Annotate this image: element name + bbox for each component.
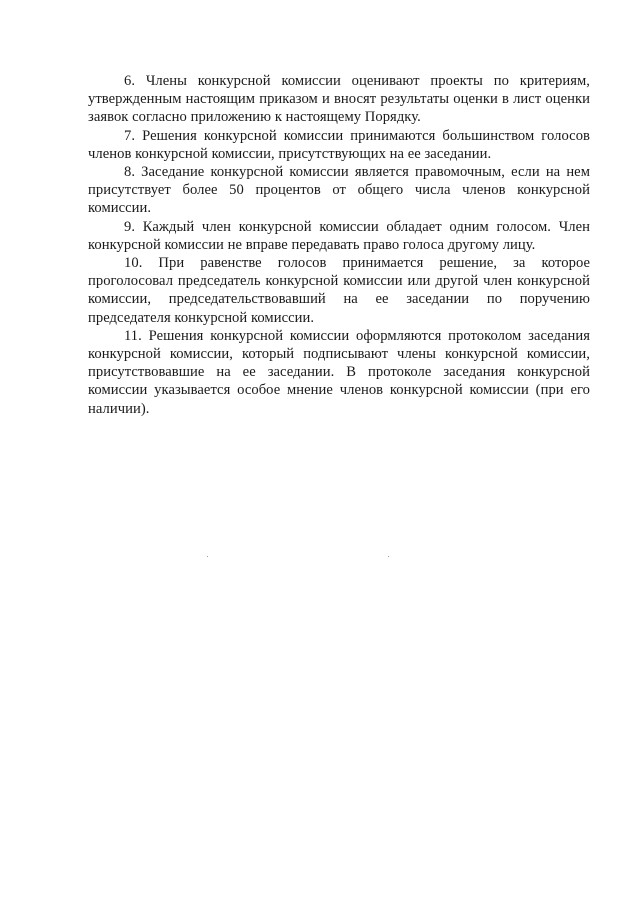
document-body [88, 72, 590, 418]
paragraph-6: 6. Члены конкурсной комиссии оценивают проекты по критериям, утвержденным настоящим приказом и вносят результаты оценки в лист оценки заявок согласно приложению к настоящему Порядку. [88, 73, 590, 126]
paragraph-9: 9. Каждый член конкурсной комиссии обладает одним голосом. Член конкурсной комиссии не вправе передавать право голоса другому лицу. [88, 218, 590, 253]
paragraph-8: 8. Заседание конкурсной комиссии является правомочным, если на нем присутствует более 50 процентов от общего числа членов конкурсной комиссии. [88, 164, 590, 217]
scan-speck [388, 556, 389, 557]
paragraph-10: 10. При равенстве голосов принимается решение, за которое проголосовал председатель конкурсной комиссии или другой член конкурсной комиссии, председательствовавший на ее заседании по поручению председателя конкурсной комиссии. [88, 255, 590, 326]
paragraph-11: 11. Решения конкурсной комиссии оформляются протоколом заседания конкурсной комиссии, который подписывают члены конкурсной комиссии, присутствовавшие на ее заседании. В протоколе заседания конкурсной комиссии указывается особое мнение членов конкурсной комиссии (при его наличии). [88, 327, 590, 417]
scan-speck [207, 556, 208, 557]
paragraph-7: 7. Решения конкурсной комиссии принимаются большинством голосов членов конкурсной комиссии, присутствующих на ее заседании. [88, 127, 590, 162]
